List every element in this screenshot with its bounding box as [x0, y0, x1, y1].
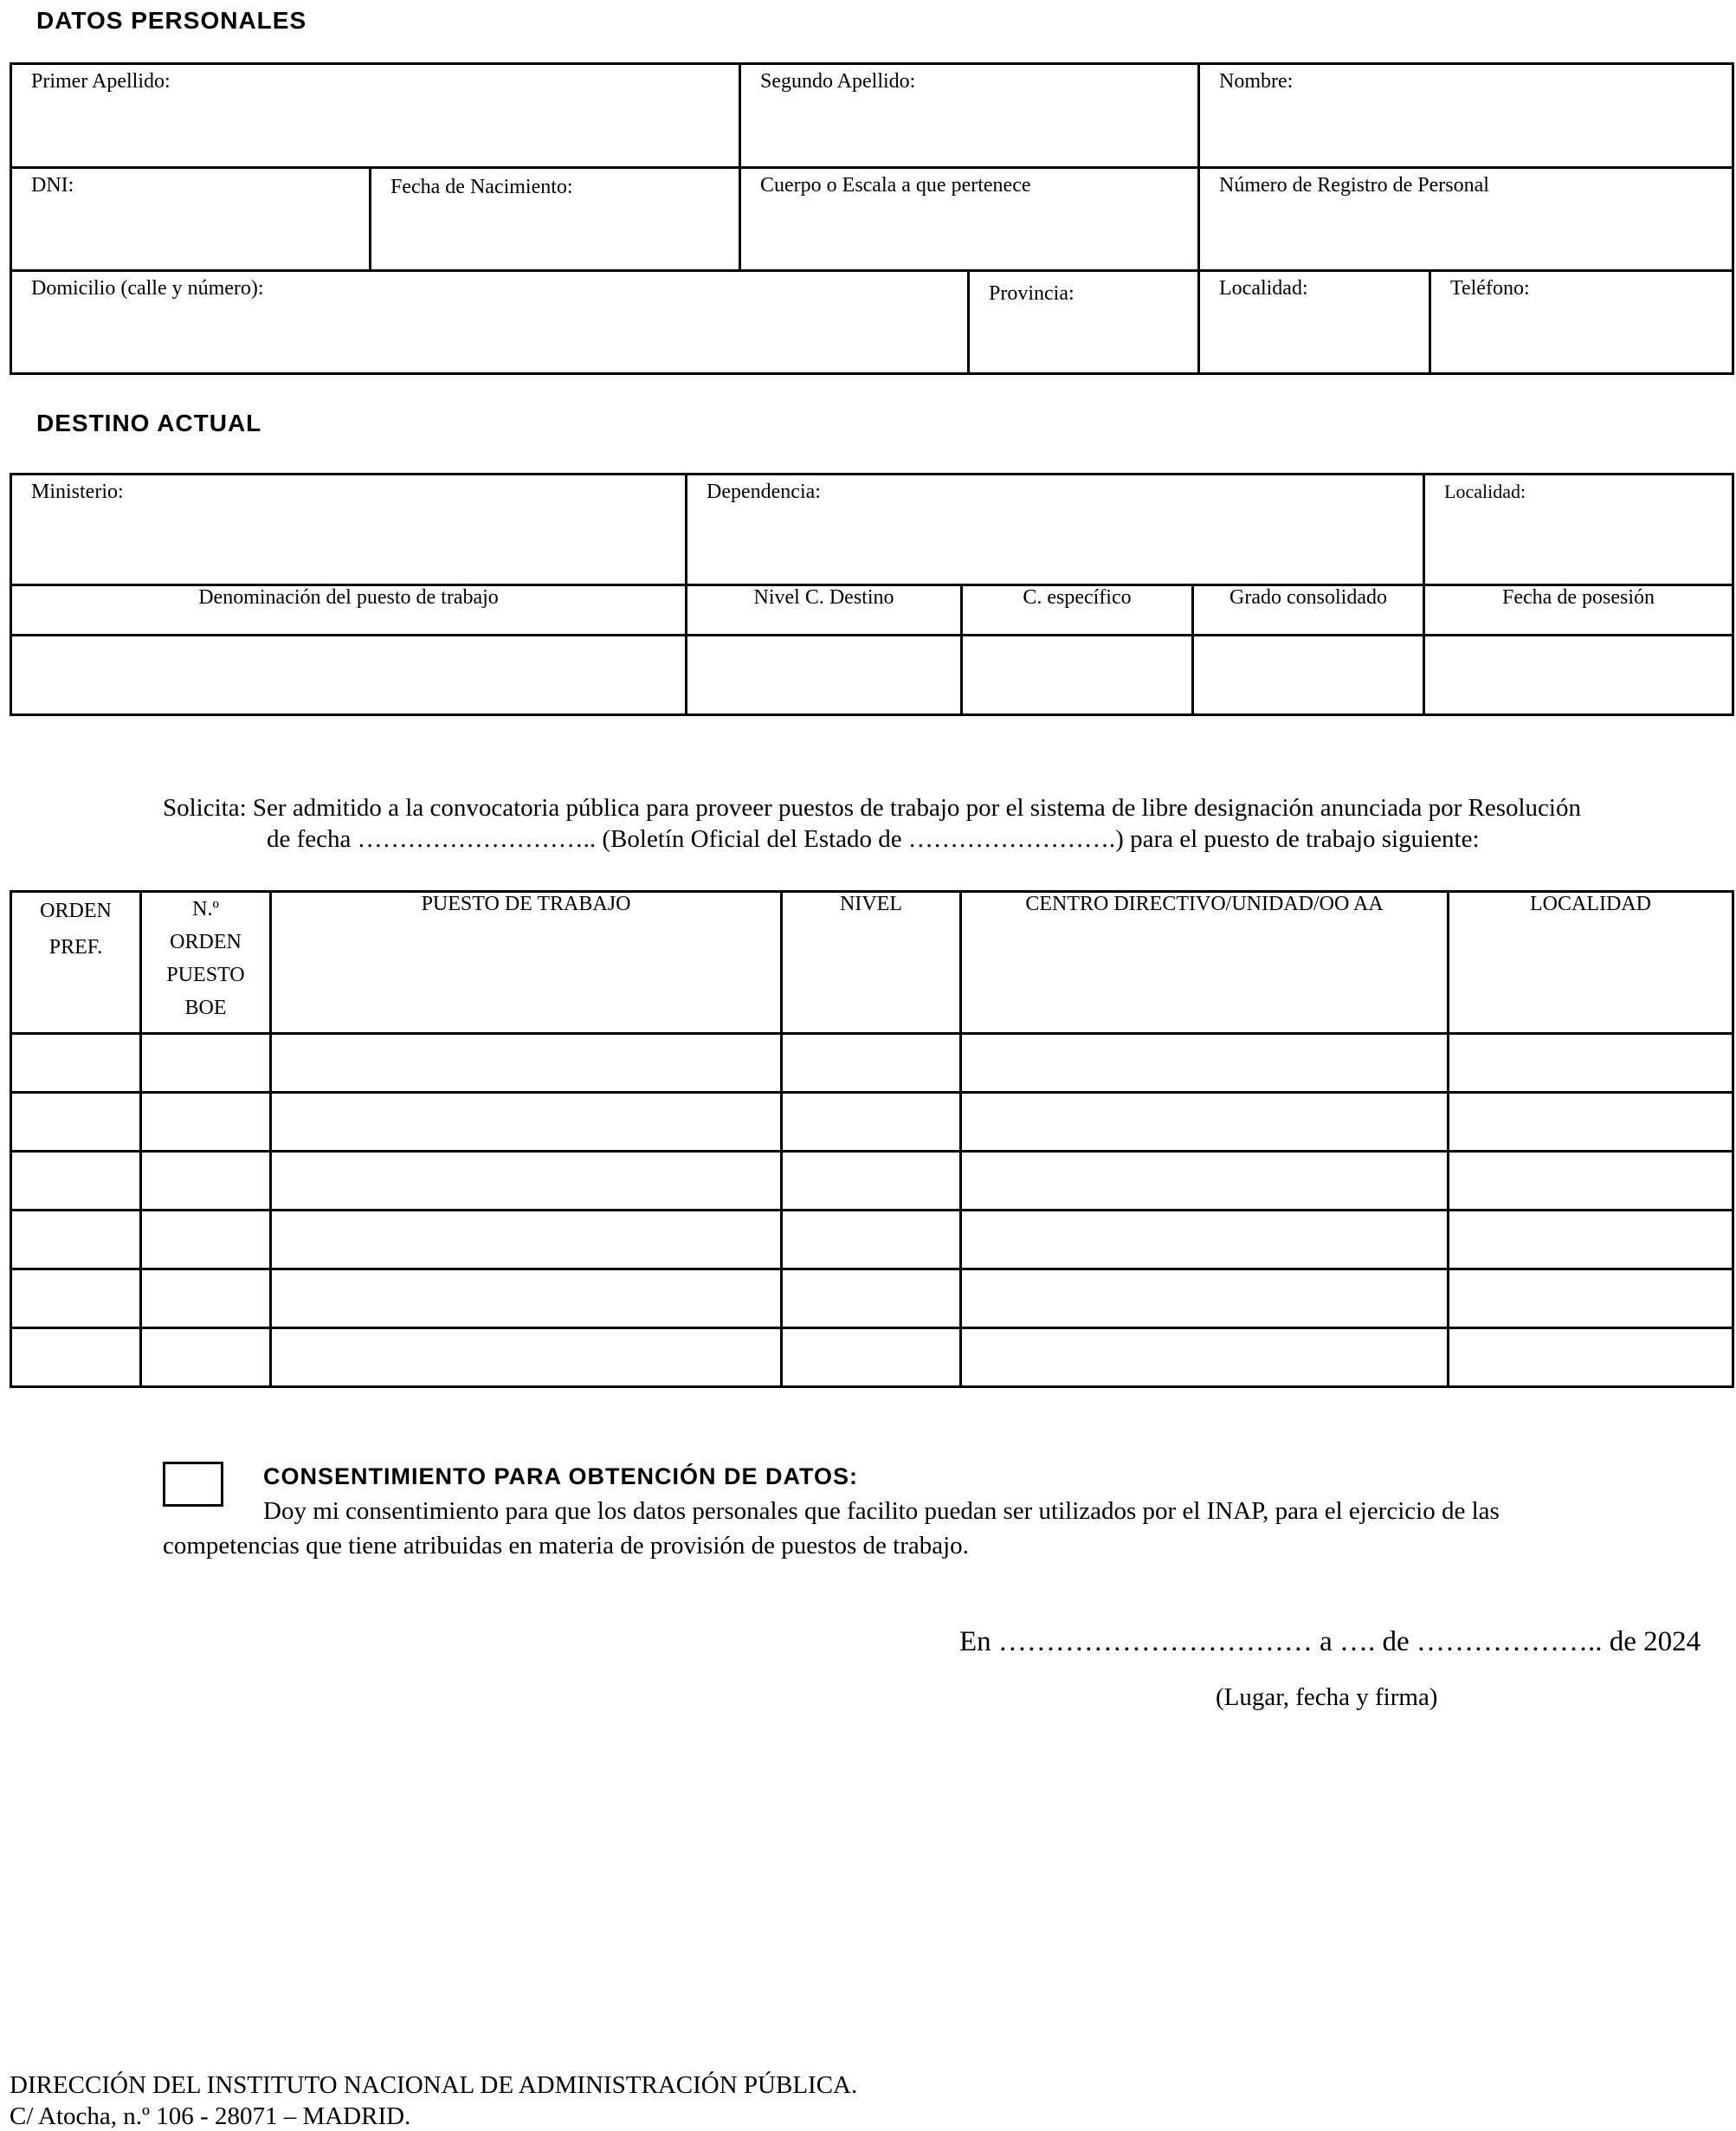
orden-pref-header: ORDEN PREF.	[11, 892, 141, 1034]
signature-caption: (Lugar, fecha y firma)	[1216, 1683, 1438, 1711]
nivel-header: NIVEL	[782, 892, 961, 1034]
ministerio-field[interactable]: Ministerio:	[11, 475, 687, 585]
telefono-field[interactable]: Teléfono:	[1430, 271, 1733, 374]
solicita-line-1: Solicita: Ser admitido a la convocatoria pública para proveer puestos de trabajo por el sistema de libre designación anunciada por Resolución	[163, 794, 1581, 822]
especifico-header: C. específico	[962, 585, 1193, 636]
personal-data-table	[10, 62, 1734, 375]
fecha-nacimiento-field[interactable]: Fecha de Nacimiento:	[371, 168, 740, 271]
puesto-trabajo-header: PUESTO DE TRABAJO	[271, 892, 782, 1034]
num-orden-header: N.º ORDEN PUESTO BOE	[141, 892, 271, 1034]
footer-address: C/ Atocha, n.º 106 - 28071 – MADRID.	[10, 2102, 411, 2130]
localidad-field[interactable]: Localidad:	[1199, 271, 1430, 374]
grado-input[interactable]	[1193, 636, 1424, 715]
localidad-header: LOCALIDAD	[1449, 892, 1733, 1034]
consent-checkbox[interactable]	[163, 1462, 223, 1507]
solicita-line-2: de fecha ……………………….. (Boletín Oficial del Estado de …………………….) para el puesto de trabajo siguiente:	[267, 825, 1480, 853]
table-row	[11, 1211, 1733, 1269]
domicilio-field[interactable]: Domicilio (calle y número):	[11, 271, 969, 374]
consent-line-2: competencias que tiene atribuidas en materia de provisión de puestos de trabajo.	[163, 1532, 969, 1560]
dni-field[interactable]: DNI:	[11, 168, 371, 271]
centro-directivo-header: CENTRO DIRECTIVO/UNIDAD/OO AA	[961, 892, 1449, 1034]
nivel-destino-header: Nivel C. Destino	[687, 585, 962, 636]
table-row	[11, 1328, 1733, 1387]
signature-place-date: En …………………………… a …. de ……………….. de 2024	[959, 1626, 1701, 1657]
section-title-destino: DESTINO ACTUAL	[36, 410, 262, 436]
table-row	[11, 1152, 1733, 1211]
especifico-input[interactable]	[962, 636, 1193, 715]
posesion-input[interactable]	[1424, 636, 1733, 715]
puestos-table	[10, 890, 1734, 1388]
destino-localidad-field[interactable]: Localidad:	[1424, 475, 1733, 585]
footer-institution: DIRECCIÓN DEL INSTITUTO NACIONAL DE ADMINISTRACIÓN PÚBLICA.	[10, 2071, 858, 2099]
nivel-destino-input[interactable]	[687, 636, 962, 715]
table-row	[11, 1034, 1733, 1093]
posesion-header: Fecha de posesión	[1424, 585, 1733, 636]
denominacion-header: Denominación del puesto de trabajo	[11, 585, 687, 636]
consent-title: CONSENTIMIENTO PARA OBTENCIÓN DE DATOS:	[263, 1463, 859, 1489]
registro-personal-field[interactable]: Número de Registro de Personal	[1199, 168, 1733, 271]
table-row	[11, 1093, 1733, 1152]
destino-table	[10, 473, 1734, 716]
dependencia-field[interactable]: Dependencia:	[687, 475, 1424, 585]
cuerpo-escala-field[interactable]: Cuerpo o Escala a que pertenece	[740, 168, 1199, 271]
table-row	[11, 1269, 1733, 1328]
segundo-apellido-field[interactable]: Segundo Apellido:	[740, 64, 1199, 168]
denominacion-input[interactable]	[11, 636, 687, 715]
nombre-field[interactable]: Nombre:	[1199, 64, 1733, 168]
consent-line-1: Doy mi consentimiento para que los datos personales que facilito puedan ser utilizados por el INAP, para el ejercicio de las	[263, 1497, 1500, 1525]
section-title-personal: DATOS PERSONALES	[36, 7, 307, 34]
provincia-field[interactable]: Provincia:	[969, 271, 1199, 374]
primer-apellido-field[interactable]: Primer Apellido:	[11, 64, 740, 168]
grado-header: Grado consolidado	[1193, 585, 1424, 636]
